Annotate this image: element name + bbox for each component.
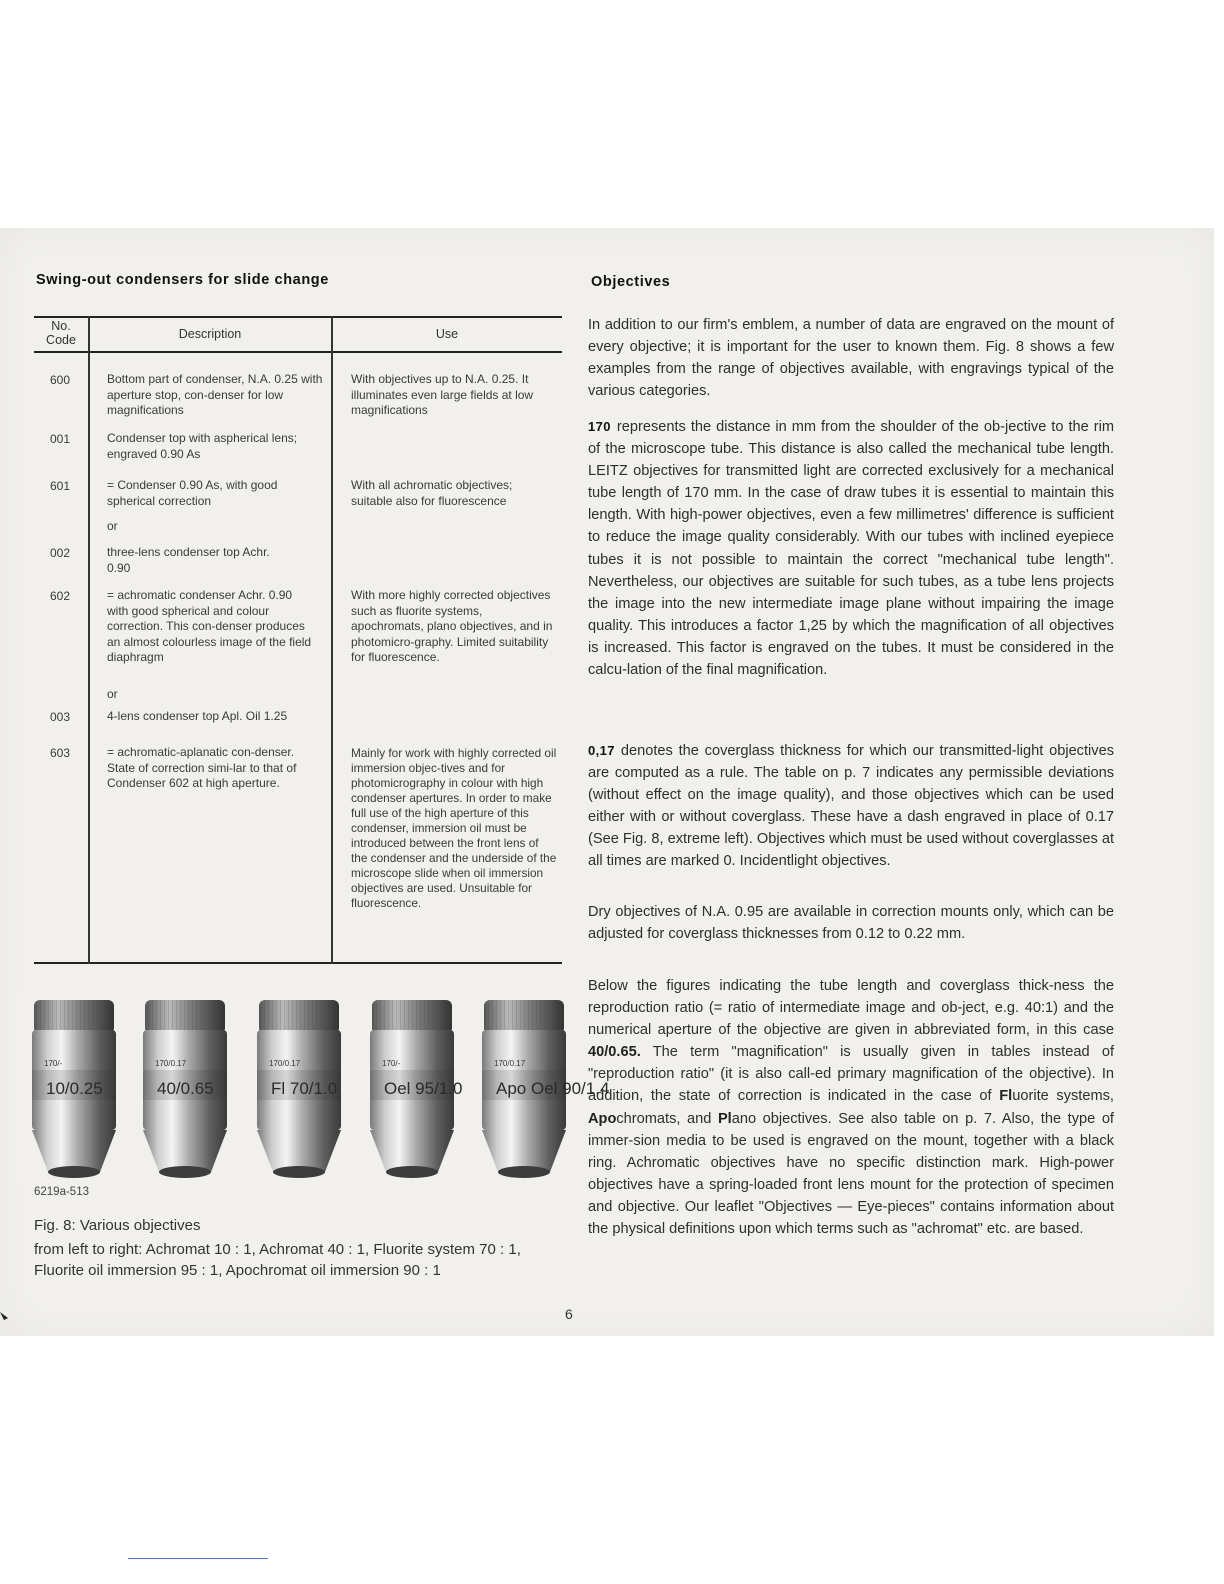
objective-lens-4: [370, 1000, 462, 1178]
row-code: 002: [49, 546, 71, 560]
header-description: Description: [178, 327, 242, 341]
tube-length-text: represents the distance in mm from the shoulder of the ob-jective to the rim of the microscope tube. This distance is also called the mechanical tube length. LEITZ objectives for transmitted light are corrected exclusively for a mechanical tube length of 170 mm. In the case of draw tubes it is essential to maintain this length. With high-power objectives, even a few millimetres' difference is sufficient to reduce the image quality considerably. With our tubes with inclined eyepiece tubes it is not possible to maintain the correct "mechanical tube length". Nevertheless, our objectives are suitable for such tubes, as a tube lens projects the image into the new intermediate image plane without impairing the image quality. This introduces a factor 1,25 by which the magnification of all objectives is increased. This factor is engraved on the tubes. It must be considered in the calcu-lation of the final magnification.: [588, 419, 1114, 679]
table-column-divider: [88, 316, 90, 964]
text-run: chromats,: [616, 1110, 681, 1127]
row-use: With more highly corrected objectives such as fluorite systems, apochromats, plano objectives, and in photomicro-graphy. Limited suitability for fluorescence.: [351, 588, 553, 664]
text-run: uorite systems,: [1012, 1088, 1114, 1105]
example-ratio: 40/0.65.: [588, 1044, 641, 1061]
scan-corner-mark: [0, 1312, 10, 1322]
abbrev-apo: Apo: [588, 1110, 617, 1127]
objective-main-engraving: Apo Oel 90/1.4: [496, 1079, 610, 1098]
objective-main-engraving: 40/0.65: [157, 1079, 214, 1098]
row-code: 001: [49, 432, 71, 446]
table-header-rule: [34, 351, 562, 353]
objective-main-engraving: 10/0.25: [46, 1079, 103, 1098]
text-run: Below the figures indicating the tube length and coverglass thick-ness the reproduction ratio (= ratio of intermediate image and ob-ject, e.g. 40:1) and the numerical aperture of the objective are given in abbreviated form, in this case: [588, 978, 1114, 1039]
objective-main-engraving: Fl 70/1.0: [271, 1079, 338, 1098]
text-run: The term "magnification" is usually given in tables instead of "reproduction ratio" (it is also call-ed primary magnification of the objective). In addition, the state of correction is indicated in the case of: [588, 1044, 1114, 1105]
text-run: See also table on p. 7. Also, the type of immer-sion media to be used is engraved on the mount, together with a black ring. Achromatic objectives have no specific distinction mark. High-power objectives have a spring-loaded front lens mount for the protection of specimen and objective. Our leaflet "Objectives — Eye-pieces" contains information about the physical definitions upon which terms such as "achromat" etc. are based.: [588, 1110, 1114, 1238]
row-description: = Condenser 0.90 As, with good spherical correction: [107, 478, 278, 508]
table-top-rule: [34, 316, 562, 318]
objective-lens-3: [257, 1000, 341, 1178]
row-description: 4-lens condenser top Apl. Oil 1.25: [107, 709, 288, 723]
objective-top-engraving: 170/0.17: [155, 1059, 187, 1068]
objective-lens-2: [143, 1000, 227, 1178]
coverglass-label: 0,17: [588, 743, 615, 758]
row-or: or: [107, 519, 118, 533]
objective-top-engraving: 170/-: [44, 1059, 63, 1068]
objective-top-engraving: 170/0.17: [494, 1059, 526, 1068]
row-code: 600: [49, 373, 71, 387]
engraving-paragraph: [588, 975, 1114, 1240]
header-code-line: Code: [46, 333, 76, 347]
text-run: ano objectives.: [731, 1110, 832, 1127]
objective-main-engraving: Oel 95/1.0: [384, 1079, 463, 1098]
header-use: Use: [435, 327, 459, 341]
row-description: = achromatic condenser Achr. 0.90 with good spherical and colour correction. This con-denser produces an almost colourless image of the field diaphragm: [107, 588, 312, 664]
photo-reference-code: 6219a-513: [34, 1186, 89, 1198]
left-section-heading: Swing-out condensers for slide change: [36, 272, 329, 288]
row-code: 603: [49, 746, 71, 760]
text-run: and: [680, 1110, 718, 1127]
objective-top-engraving: 170/0.17: [269, 1059, 301, 1068]
header-code: [36, 319, 86, 347]
page-number: 6: [565, 1306, 573, 1322]
row-description: three-lens condenser top Achr. 0.90: [107, 545, 270, 575]
row-description: Condenser top with aspherical lens; engraved 0.90 As: [107, 431, 298, 461]
row-use: Mainly for work with highly corrected oil immersion objec-tives and for photomicrography in colour with high condenser apertures. In order to make full use of the high aperture of this condenser, immersion oil must be introduced between the front lens of the condenser and the underside of the microscope slide when oil immersion objectives are used. Unsuitable for fluorescence.: [351, 746, 557, 910]
row-description: Bottom part of condenser, N.A. 0.25 with aperture stop, con-denser for low magnifications: [107, 372, 323, 417]
table-column-divider: [331, 316, 333, 964]
objective-lens-1: [32, 1000, 116, 1178]
row-description: = achromatic-aplanatic con-denser. State of correction simi-lar to that of Condenser 602 at high aperture.: [107, 745, 297, 790]
row-code: 602: [49, 589, 71, 603]
coverglass-text: denotes the coverglass thickness for which our transmitted-light objectives are computed as a rule. The table on p. 7 indicates any permissible deviations (without effect on the image quality), and those objectives which can be used either with or without coverglass. These have a dash engraved in place of 0.17 (See Fig. 8, extreme left). Objectives which must be used without coverglasses at all times are marked 0. Incidentlight objectives.: [588, 743, 1114, 870]
figure-caption-body: from left to right: Achromat 10 : 1, Achromat 40 : 1, Fluorite system 70 : 1, Fluorite oil immersion 95 : 1, Apochromat oil immersion 90 : 1: [34, 1241, 521, 1279]
objectives-intro-paragraph: In addition to our firm's emblem, a number of data are engraved on the mount of every objective; it is important for the user to known them. Fig. 8 shows a few examples from the range of objectives available, with engravings typical of the various categories.: [588, 317, 1114, 400]
header-code-line: No.: [51, 319, 71, 333]
figure-caption-title: Fig. 8: Various objectives: [34, 1217, 201, 1234]
abbrev-fl: Fl: [999, 1088, 1013, 1105]
underline-artifact: [128, 1558, 268, 1559]
table-bottom-rule: [34, 962, 562, 964]
tube-length-label: 170: [588, 419, 611, 434]
row-use: With objectives up to N.A. 0.25. It illuminates even large fields at low magnifications: [351, 372, 534, 417]
row-or: or: [107, 687, 118, 701]
row-code: 601: [49, 479, 71, 493]
tube-length-paragraph: [588, 416, 1114, 681]
dry-objectives-paragraph: Dry objectives of N.A. 0.95 are available in correction mounts only, which can be adjusted for coverglass thicknesses from 0.12 to 0.22 mm.: [588, 904, 1114, 943]
coverglass-paragraph: [588, 740, 1114, 873]
objective-top-engraving: 170/-: [382, 1059, 401, 1068]
row-code: 003: [49, 710, 71, 724]
abbrev-pl: Pl: [717, 1110, 732, 1127]
row-use: With all achromatic objectives; suitable also for fluorescence: [351, 478, 513, 508]
right-section-heading: Objectives: [591, 274, 671, 290]
objectives-photo: [16, 990, 610, 1184]
